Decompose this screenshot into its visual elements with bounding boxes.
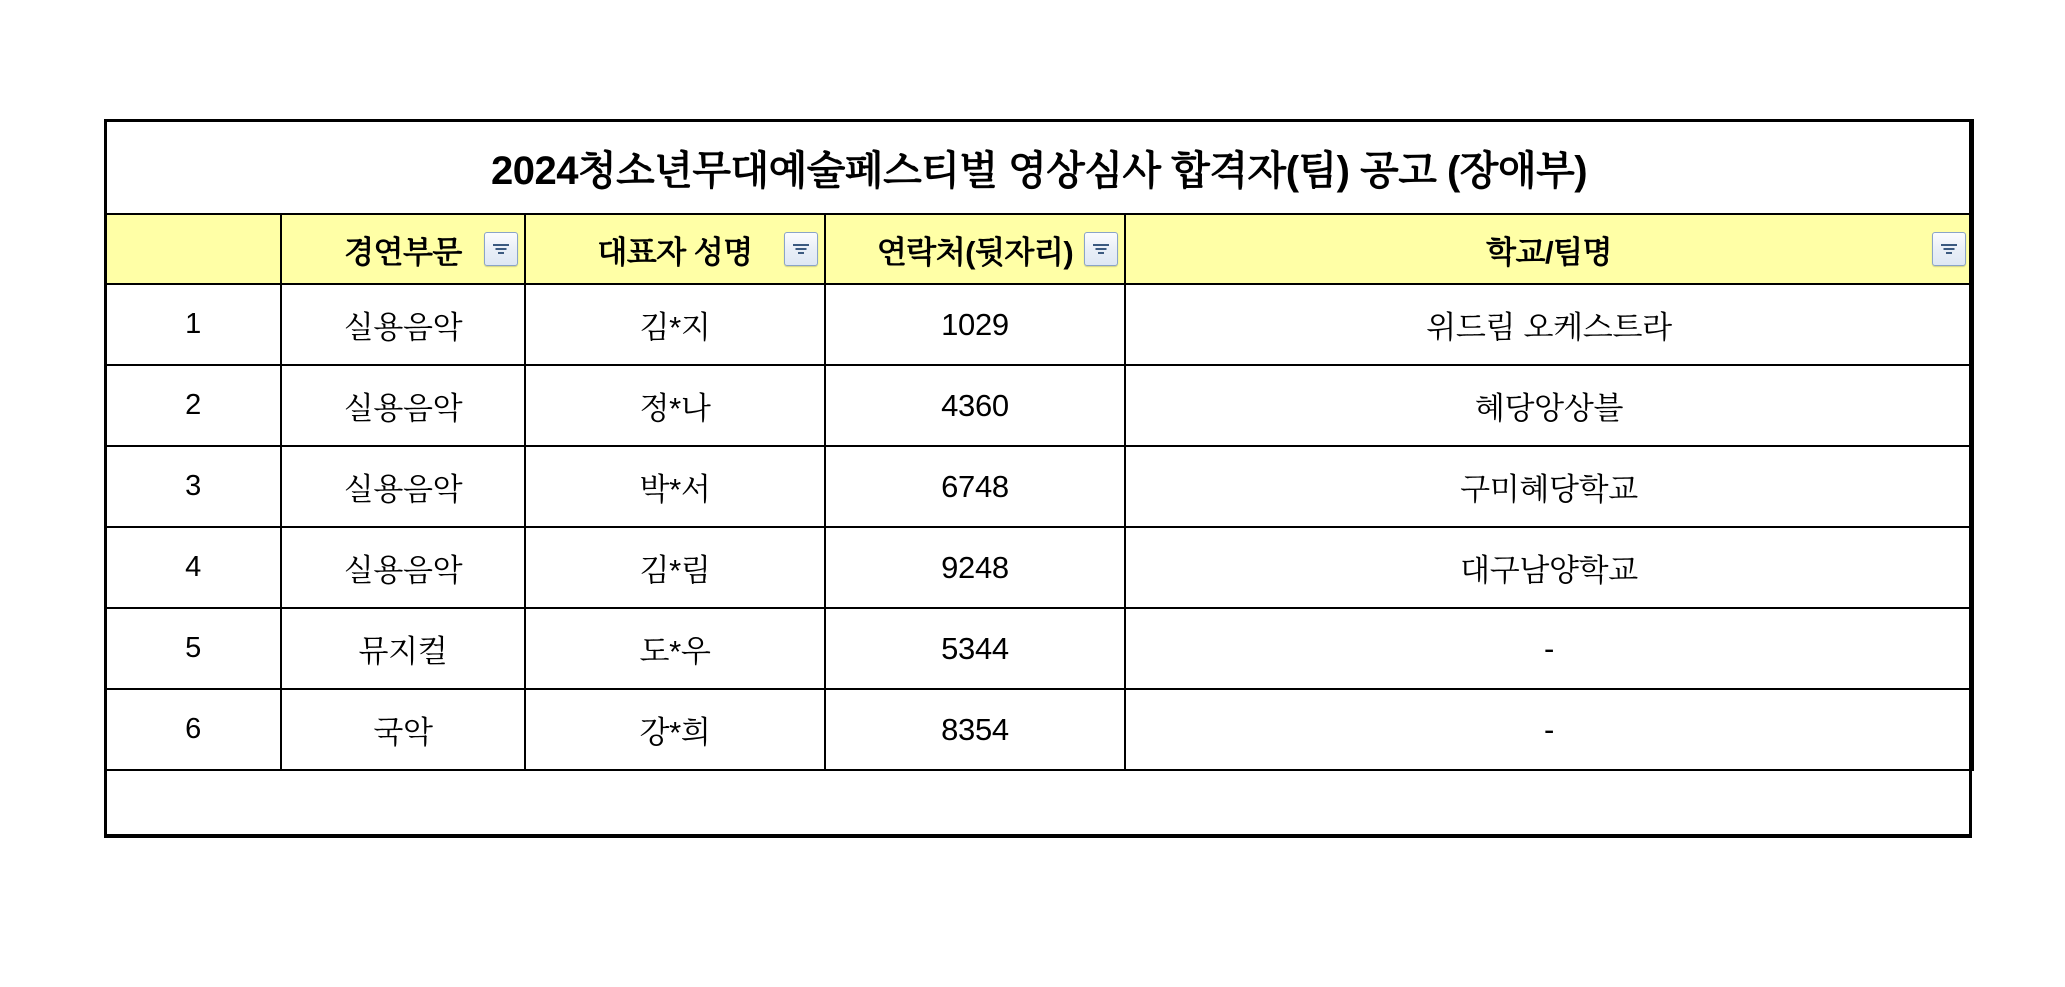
filter-dropdown-icon-part[interactable]	[484, 232, 518, 266]
column-header-phone-label: 연락처(뒷자리)	[876, 234, 1074, 270]
cell-phone: 1029	[825, 284, 1125, 365]
table-row	[105, 608, 1973, 689]
cell-name: 도*우	[525, 608, 825, 689]
column-header-school	[1125, 214, 1973, 284]
filter-dropdown-icon-name[interactable]	[784, 232, 818, 266]
cell-phone: 8354	[825, 689, 1125, 770]
results-table	[104, 119, 1974, 771]
table-title-row	[105, 120, 1973, 214]
table-row	[105, 689, 1973, 770]
cell-phone: 4360	[825, 365, 1125, 446]
cell-name: 김*지	[525, 284, 825, 365]
cell-phone: 6748	[825, 446, 1125, 527]
column-header-name-label: 대표자 성명	[597, 234, 753, 270]
cell-index: 5	[105, 608, 281, 689]
table-header-row	[105, 214, 1973, 284]
column-header-name	[525, 214, 825, 284]
table-row	[105, 365, 1973, 446]
cell-index: 4	[105, 527, 281, 608]
cell-name: 강*희	[525, 689, 825, 770]
filter-dropdown-icon-school[interactable]	[1932, 232, 1966, 266]
column-header-part-label: 경연부문	[344, 234, 462, 270]
cell-part: 실용음악	[281, 365, 525, 446]
results-table-container	[104, 119, 1972, 771]
column-header-part	[281, 214, 525, 284]
filter-dropdown-icon-phone[interactable]	[1084, 232, 1118, 266]
cell-part: 실용음악	[281, 284, 525, 365]
cell-name: 정*나	[525, 365, 825, 446]
table-row	[105, 284, 1973, 365]
cell-school: 구미혜당학교	[1125, 446, 1973, 527]
cell-index: 3	[105, 446, 281, 527]
column-header-phone	[825, 214, 1125, 284]
cell-name: 김*림	[525, 527, 825, 608]
cell-school: -	[1125, 608, 1973, 689]
cell-part: 국악	[281, 689, 525, 770]
table-row	[105, 527, 1973, 608]
cell-school: 혜당앙상블	[1125, 365, 1973, 446]
column-header-school-label: 학교/팀명	[1486, 234, 1612, 270]
cell-school: -	[1125, 689, 1973, 770]
cell-school: 대구남양학교	[1125, 527, 1973, 608]
cell-index: 2	[105, 365, 281, 446]
cell-index: 1	[105, 284, 281, 365]
cell-phone: 9248	[825, 527, 1125, 608]
cell-phone: 5344	[825, 608, 1125, 689]
table-row	[105, 446, 1973, 527]
cell-part: 실용음악	[281, 446, 525, 527]
table-bottom-edge	[104, 834, 1972, 838]
cell-part: 실용음악	[281, 527, 525, 608]
page-title: 2024청소년무대예술페스티벌 영상심사 합격자(팀) 공고 (장애부)	[105, 120, 1973, 214]
cell-index: 6	[105, 689, 281, 770]
column-header-index	[105, 214, 281, 284]
cell-name: 박*서	[525, 446, 825, 527]
cell-school: 위드림 오케스트라	[1125, 284, 1973, 365]
cell-part: 뮤지컬	[281, 608, 525, 689]
